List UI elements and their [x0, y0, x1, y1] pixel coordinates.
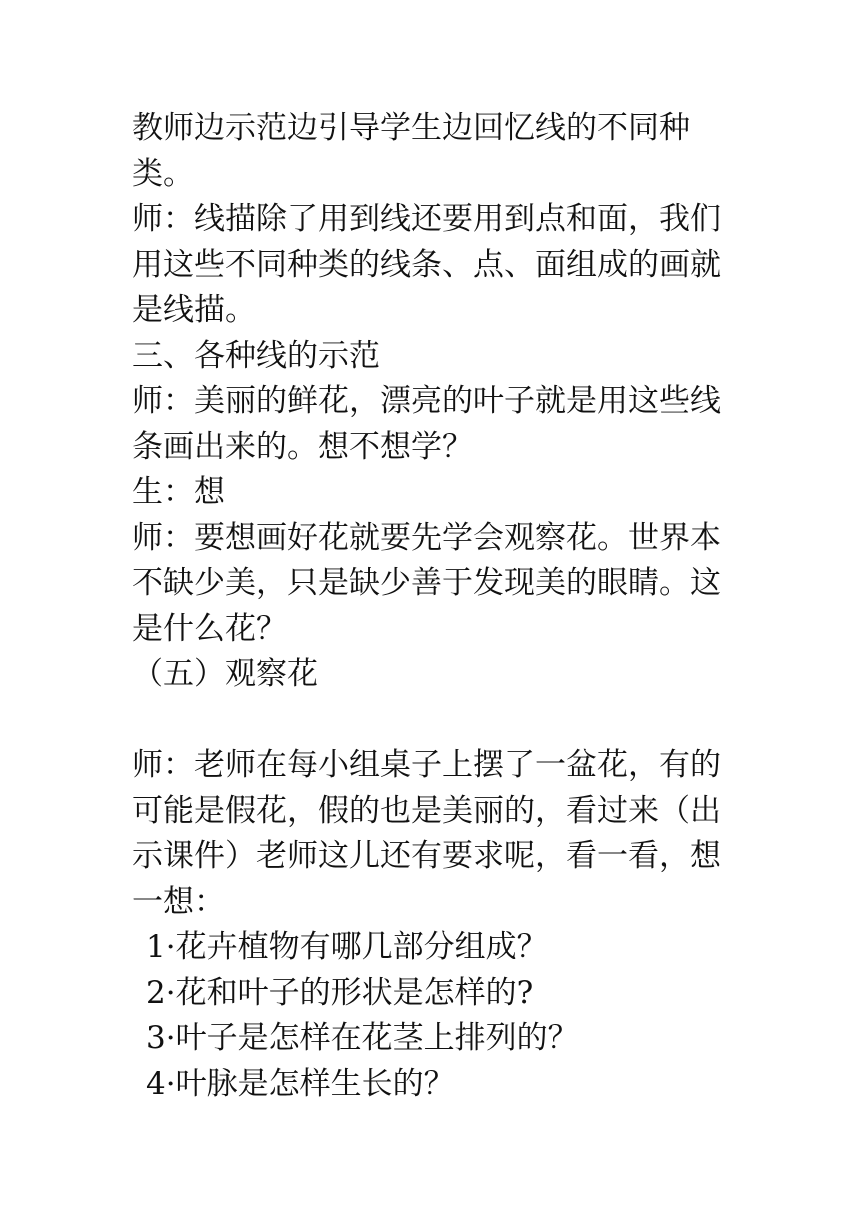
section-heading-observe-flowers: （五）观察花 [132, 656, 318, 692]
document-body [132, 106, 732, 1107]
section-heading-line-demo: 三、各种线的示范 [132, 337, 380, 374]
question-item: 1·花卉植物有哪几部分组成？ [146, 929, 548, 965]
paragraph-teacher-line-drawing: 师：线描除了用到线还要用到点和面，我们用这些不同种类的线条、点、面组成的画就是线描。 [132, 201, 721, 328]
paragraph-teacher-flowers: 师：美丽的鲜花，漂亮的叶子就是用这些线条画出来的。想不想学？ [132, 383, 721, 465]
paragraph-teacher-observe: 师：要想画好花就要先学会观察花。世界本不缺少美，只是缺少善于发现美的眼睛。这是什么花？ [132, 519, 721, 647]
paragraph-intro: 教师边示范边引导学生边回忆线的不同种类。 [132, 110, 690, 192]
blank-line [132, 698, 732, 744]
question-item: 2·花和叶子的形状是怎样的? [146, 974, 534, 1011]
paragraph-student-answer: 生：想 [132, 474, 225, 510]
question-item: 3·叶子是怎样在花茎上排列的？ [146, 1020, 579, 1056]
question-item: 4·叶脉是怎样生长的？ [146, 1065, 455, 1102]
paragraph-teacher-instructions: 师：老师在每小组桌子上摆了一盆花，有的可能是假花，假的也是美丽的，看过来（出示课件）老师这儿还有要求呢，看一看，想一想： [132, 747, 721, 920]
